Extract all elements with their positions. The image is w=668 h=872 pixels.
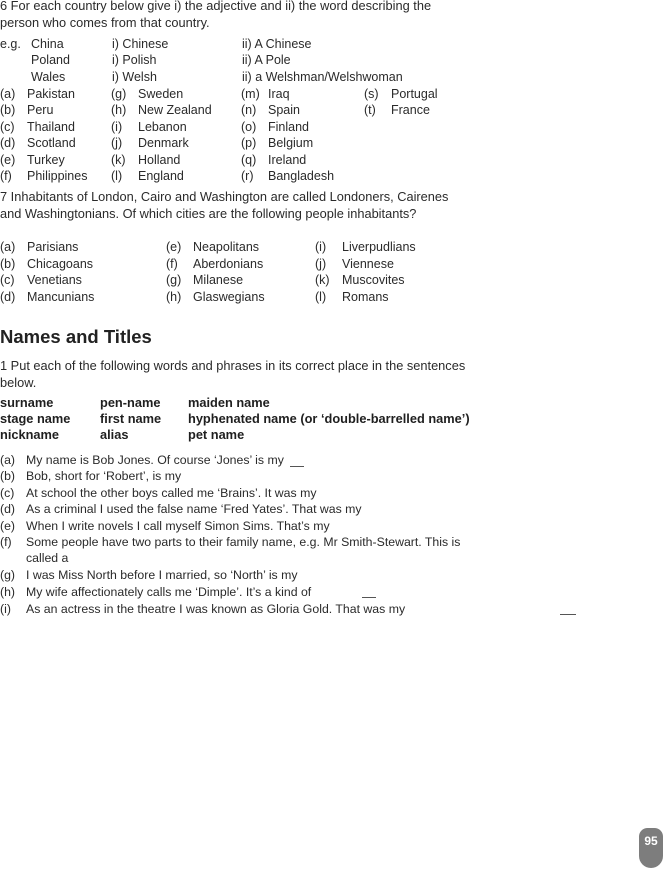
list-item: (p) Belgium [241, 136, 314, 150]
list-item: (c) Thailand [0, 120, 75, 134]
page-number-badge: 95 [639, 828, 663, 868]
exercise-6-instruction: 6 For each country below give i) the adjective and ii) the word describing the person who comes from that country. [0, 0, 432, 30]
example-adjective: i) Polish [112, 53, 157, 67]
list-item: (c) Venetians [0, 273, 82, 287]
list-item: (g) Sweden [111, 87, 184, 101]
list-item: (i) Lebanon [111, 120, 187, 134]
list-item: (n) Spain [241, 103, 300, 117]
list-item: (k) Muscovites [315, 273, 405, 287]
example-country: Wales [31, 70, 66, 84]
sentence: (d) As a criminal I used the false name ‘Fred Yates’. That was my [0, 502, 362, 516]
list-item: (t) France [364, 103, 430, 117]
list-item: (d) Scotland [0, 136, 76, 150]
section-instruction: 1 Put each of the following words and phrases in its correct place in the sentences below. [0, 358, 466, 390]
list-item: (k) Holland [111, 153, 181, 167]
list-item: (a) Parisians [0, 240, 79, 254]
sentence: (e) When I write novels I call myself Simon Sims. That’s my [0, 519, 330, 533]
term: maiden name [188, 395, 270, 410]
list-item: (a) Pakistan [0, 87, 75, 101]
list-item: (i) Liverpudlians [315, 240, 416, 254]
sentence: (f) Some people have two parts to their family name, e.g. Mr Smith-Stewart. This is called a [0, 535, 461, 566]
list-item: (e) Turkey [0, 153, 65, 167]
list-item: (d) Mancunians [0, 290, 95, 304]
section-title: Names and Titles [0, 326, 152, 347]
term: surname [0, 395, 54, 410]
answer-blank [362, 597, 376, 598]
list-item: (e) Neapolitans [166, 240, 260, 254]
list-item: (f) Philippines [0, 169, 88, 183]
list-item: (l) Romans [315, 290, 389, 304]
example-country: China [31, 37, 64, 51]
list-item: (j) Viennese [315, 257, 394, 271]
sentence: (h) My wife affectionately calls me ‘Dimple’. It’s a kind of [0, 585, 312, 599]
list-item: (g) Milanese [166, 273, 244, 287]
term: nickname [0, 427, 60, 442]
sentence: (b) Bob, short for ‘Robert’, is my [0, 469, 182, 483]
answer-blank [290, 466, 304, 467]
example-country: Poland [31, 53, 70, 67]
term: alias [100, 427, 129, 442]
list-item: (q) Ireland [241, 153, 307, 167]
list-item: (h) New Zealand [111, 103, 212, 117]
term: hyphenated name (or ‘double-barrelled name’) [188, 411, 470, 426]
term: stage name [0, 411, 71, 426]
sentence: (i) As an actress in the theatre I was known as Gloria Gold. That was my [0, 602, 406, 616]
sentence: (c) At school the other boys called me ‘Brains’. It was my [0, 486, 317, 500]
example-person: ii) a Welshman/Welshwoman [242, 70, 403, 84]
example-adjective: i) Welsh [112, 70, 157, 84]
list-item: (s) Portugal [364, 87, 438, 101]
list-item: (f) Aberdonians [166, 257, 264, 271]
example-person: ii) A Chinese [242, 37, 312, 51]
list-item: (j) Denmark [111, 136, 189, 150]
sentence: (g) I was Miss North before I married, so ‘North’ is my [0, 568, 298, 582]
list-item: (h) Glaswegians [166, 290, 265, 304]
sentence: (a) My name is Bob Jones. Of course ‘Jones’ is my [0, 453, 284, 467]
term: pen-name [100, 395, 161, 410]
term: first name [100, 411, 162, 426]
list-item: (l) England [111, 169, 184, 183]
example-label: e.g. [0, 37, 21, 51]
list-item: (r) Bangladesh [241, 169, 335, 183]
answer-blank [560, 614, 576, 615]
example-adjective: i) Chinese [112, 37, 169, 51]
list-item: (b) Peru [0, 103, 54, 117]
list-item: (b) Chicagoans [0, 257, 94, 271]
list-item: (o) Finland [241, 120, 309, 134]
example-person: ii) A Pole [242, 53, 291, 67]
list-item: (m) Iraq [241, 87, 290, 101]
term: pet name [188, 427, 245, 442]
exercise-7-instruction: 7 Inhabitants of London, Cairo and Washington are called Londoners, Cairenes and Washingtonians. Of which cities are the following people inhabitants? [0, 189, 449, 221]
